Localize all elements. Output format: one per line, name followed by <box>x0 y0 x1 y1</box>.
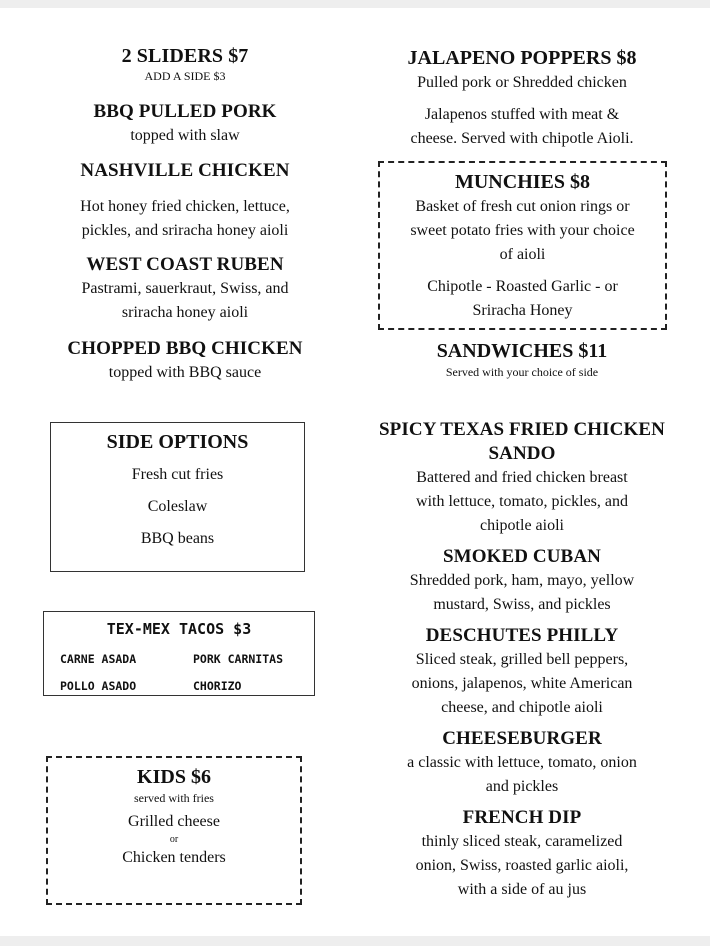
nashville-section <box>30 159 340 243</box>
munchies-opts-2: Sriracha Honey <box>472 302 573 319</box>
cheeseburger-section <box>365 727 679 799</box>
ruben-desc-2: sriracha honey aioli <box>121 304 249 321</box>
spicy-title-2: SANDO <box>488 443 556 464</box>
philly-desc-2: onions, jalapenos, white American <box>411 675 633 692</box>
philly-desc-3: cheese, and chipotle aioli <box>441 699 603 716</box>
tacos-box <box>43 611 315 696</box>
spicy-section <box>365 418 679 538</box>
chopped-title: CHOPPED BBQ CHICKEN <box>67 338 303 359</box>
sandwiches-section <box>365 338 679 380</box>
cuban-desc-1: Shredded pork, ham, mayo, yellow <box>409 572 635 589</box>
cheeseburger-title: CHEESEBURGER <box>442 728 602 749</box>
philly-section <box>365 624 679 720</box>
bbq-pork-desc: topped with slaw <box>130 127 240 144</box>
kids-title: KIDS $6 <box>137 766 211 788</box>
french-dip-title: FRENCH DIP <box>462 807 582 828</box>
munchies-desc-2: sweet potato fries with your choice <box>410 222 635 239</box>
sandwiches-title: SANDWICHES $11 <box>436 340 608 362</box>
side-option-item: Coleslaw <box>147 498 208 515</box>
side-option-item: Fresh cut fries <box>131 466 224 483</box>
spicy-desc-2: with lettuce, tomato, pickles, and <box>416 493 628 510</box>
chopped-desc: topped with BBQ sauce <box>108 364 262 381</box>
taco-item: CARNE ASADA <box>60 652 137 666</box>
side-options-title: SIDE OPTIONS <box>106 431 249 453</box>
poppers-title: JALAPENO POPPERS $8 <box>407 47 637 69</box>
nashville-title: NASHVILLE CHICKEN <box>80 160 290 181</box>
munchies-desc-3: of aioli <box>499 246 546 263</box>
poppers-sub: Pulled pork or Shredded chicken <box>417 74 627 91</box>
poppers-section <box>365 45 679 151</box>
cheeseburger-desc-1: a classic with lettuce, tomato, onion <box>407 754 637 771</box>
kids-item-2: Chicken tenders <box>122 849 226 866</box>
kids-or: or <box>169 834 179 845</box>
side-options-content <box>51 429 304 551</box>
spicy-title-1: SPICY TEXAS FRIED CHICKEN <box>379 419 665 440</box>
nashville-desc-2: pickles, and sriracha honey aioli <box>81 222 289 239</box>
taco-item: PORK CARNITAS <box>193 652 284 666</box>
chopped-section <box>30 337 340 385</box>
philly-title: DESCHUTES PHILLY <box>425 625 619 646</box>
cuban-desc-2: mustard, Swiss, and pickles <box>433 596 611 613</box>
kids-box <box>46 756 302 905</box>
munchies-box <box>378 161 667 330</box>
cheeseburger-desc-2: and pickles <box>485 778 559 795</box>
bbq-pork-section <box>30 100 340 148</box>
sliders-section <box>30 44 340 84</box>
nashville-desc-1: Hot honey fried chicken, lettuce, <box>80 198 290 215</box>
munchies-title: MUNCHIES $8 <box>454 171 590 193</box>
kids-content <box>48 764 300 870</box>
side-options-box <box>50 422 305 572</box>
sliders-note: ADD A SIDE $3 <box>144 69 226 83</box>
poppers-desc-2: cheese. Served with chipotle Aioli. <box>410 130 634 147</box>
french-dip-desc-3: with a side of au jus <box>457 881 587 898</box>
sliders-title: 2 SLIDERS $7 <box>121 45 249 67</box>
spicy-desc-3: chipotle aioli <box>480 517 564 534</box>
sandwiches-note: Served with your choice of side <box>445 365 599 379</box>
taco-item: POLLO ASADO <box>60 679 137 693</box>
poppers-desc-1: Jalapenos stuffed with meat & <box>424 106 620 123</box>
munchies-opts-1: Chipotle - Roasted Garlic - or <box>427 278 618 295</box>
bbq-pork-title: BBQ PULLED PORK <box>93 101 277 122</box>
kids-item-1: Grilled cheese <box>128 813 220 830</box>
spicy-desc-1: Battered and fried chicken breast <box>416 469 628 486</box>
munchies-content <box>380 169 665 323</box>
philly-desc-1: Sliced steak, grilled bell peppers, <box>415 651 629 668</box>
taco-item: CHORIZO <box>193 679 242 693</box>
cuban-title: SMOKED CUBAN <box>443 546 601 567</box>
kids-note: served with fries <box>134 791 214 805</box>
tacos-title: TEX-MEX TACOS $3 <box>106 620 252 638</box>
french-dip-section <box>365 806 679 902</box>
french-dip-desc-2: onion, Swiss, roasted garlic aioli, <box>415 857 629 874</box>
ruben-title: WEST COAST RUBEN <box>86 254 284 275</box>
munchies-desc-1: Basket of fresh cut onion rings or <box>415 198 630 215</box>
ruben-desc-1: Pastrami, sauerkraut, Swiss, and <box>81 280 289 297</box>
side-option-item: BBQ beans <box>140 530 215 547</box>
french-dip-desc-1: thinly sliced steak, caramelized <box>421 833 623 850</box>
cuban-section <box>365 545 679 617</box>
ruben-section <box>30 253 340 325</box>
menu-page <box>0 8 710 936</box>
